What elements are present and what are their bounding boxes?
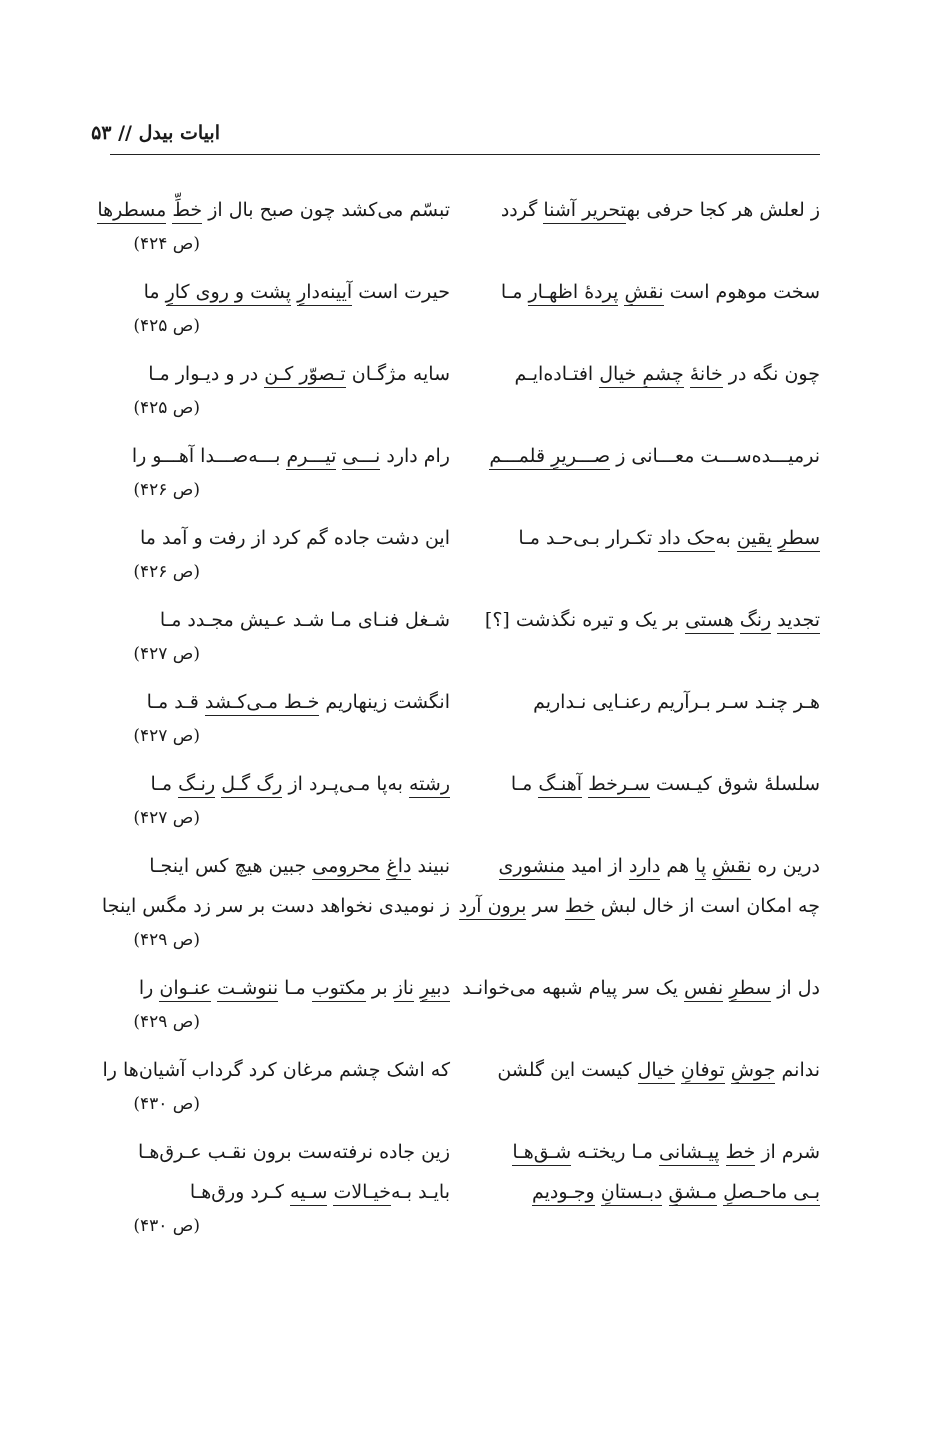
underlined-phrase: تحریر آشنا	[543, 199, 626, 224]
text-run: یک سر پیام شبهه می‌خوانـد	[462, 977, 685, 999]
underlined-phrase: خیـالات	[333, 1181, 391, 1206]
underlined-phrase: شـق‌هـا	[512, 1141, 571, 1166]
underlined-phrase: سطرِ	[729, 977, 771, 1002]
underlined-phrase: سـیه	[290, 1181, 327, 1206]
text-run: مـا ریختـه	[571, 1141, 660, 1163]
hemistich-first	[480, 1172, 820, 1212]
hemistich-second	[110, 968, 450, 1008]
text-run: بر	[365, 977, 394, 999]
hemistich-first	[480, 1132, 820, 1172]
stanza	[110, 1132, 820, 1244]
text-run: به‌	[715, 527, 737, 549]
page-reference: (ص ۴۲۷)	[133, 808, 200, 828]
text-run: قـد مـا	[146, 691, 205, 713]
text-run: چون نگه در	[722, 363, 820, 385]
hemistich-second	[101, 886, 450, 926]
underlined-phrase: صـــریرِ قلمـــم	[489, 445, 610, 470]
underlined-phrase: پشت و روی کارِ	[166, 281, 291, 306]
underlined-phrase: نقشِ	[712, 855, 751, 880]
verse-line	[110, 436, 820, 476]
page-reference: (ص ۴۲۷)	[133, 644, 200, 664]
page-reference: (ص ۴۳۰)	[133, 1216, 200, 1236]
hemistich-first	[480, 354, 820, 394]
underlined-phrase: تیـــرم	[286, 445, 336, 470]
hemistich-second	[110, 1132, 450, 1172]
underlined-phrase: خانهٔ	[690, 363, 723, 388]
verse-line	[110, 272, 820, 312]
underlined-phrase: دارد	[629, 855, 660, 880]
hemistich-second	[110, 682, 450, 722]
stanza	[101, 846, 820, 958]
text-run	[595, 1181, 601, 1203]
underlined-phrase: مکتوب	[312, 977, 366, 1002]
text-run	[725, 1059, 731, 1081]
underlined-phrase: توفانِ	[681, 1059, 725, 1084]
text-run	[662, 1181, 668, 1203]
underlined-phrase: وجـودیم	[532, 1181, 595, 1206]
hemistich-second	[102, 1050, 450, 1090]
text-run	[684, 363, 690, 385]
text-run: مـا	[278, 977, 312, 999]
page-reference: (ص ۴۲۹)	[133, 930, 200, 950]
text-run: کیست این گلشن	[497, 1059, 638, 1081]
stanza	[110, 272, 820, 344]
hemistich-second	[110, 518, 450, 558]
text-run: سخت موهوم است	[663, 281, 820, 303]
underlined-phrase: تـصوّر کـن	[264, 363, 345, 388]
stanza	[110, 354, 820, 426]
underlined-phrase: رنـگ	[178, 773, 215, 798]
text-run: بر یک و تیره نگذشت [؟]	[484, 609, 686, 631]
stanza	[97, 190, 820, 262]
text-run: در و دیـوار مـا	[148, 363, 265, 385]
verse-line	[101, 886, 820, 926]
text-run: افتـاده‌ایـم	[514, 363, 600, 385]
text-run: حیرت است	[352, 281, 450, 303]
page-reference: (ص ۴۲۷)	[133, 726, 200, 746]
text-run: را	[138, 977, 160, 999]
underlined-phrase: سطرِ	[778, 527, 820, 552]
hemistich-first	[480, 518, 820, 558]
underlined-phrase: دبـستانِ	[601, 1181, 663, 1206]
text-run: گردد	[500, 199, 544, 221]
underlined-phrase: خطِّ	[172, 199, 202, 224]
text-run: انگشت زینهاریم	[319, 691, 450, 713]
underlined-phrase: ننوشـت	[217, 977, 278, 1002]
text-run: ندانم	[775, 1059, 820, 1081]
hemistich-first	[480, 846, 820, 886]
verse-line	[110, 682, 820, 722]
stanza	[110, 518, 820, 590]
text-run: مـا	[150, 773, 179, 795]
text-run: تکـرار بـی‌حـد مـا	[518, 527, 659, 549]
verse-line	[110, 354, 820, 394]
text-run: شرم از	[755, 1141, 820, 1163]
hemistich-second	[110, 764, 450, 804]
underlined-phrase: منشوری	[499, 855, 566, 880]
underlined-phrase: ناز	[394, 977, 414, 1002]
text-run: دل از	[771, 977, 820, 999]
stanza	[110, 600, 820, 672]
page-reference: (ص ۴۲۵)	[133, 316, 200, 336]
verse-line	[110, 968, 820, 1008]
underlined-phrase: نقشِ	[624, 281, 663, 306]
text-run: نبیند	[411, 855, 450, 877]
text-run: درین ره	[751, 855, 820, 877]
hemistich-first	[480, 1050, 820, 1090]
underlined-phrase: خـط مـی‌کـشد	[205, 691, 320, 716]
text-run: جبین هیچ کس اینجـا	[149, 855, 313, 877]
underlined-phrase: نـــی	[342, 445, 380, 470]
verse-line	[110, 846, 820, 886]
verse-line	[97, 190, 820, 230]
text-run	[719, 1141, 725, 1163]
text-run: نرمیـــده‌ســـت معـــانی ز	[610, 445, 820, 467]
underlined-phrase: داغِ	[386, 855, 411, 880]
text-run	[675, 1059, 681, 1081]
hemistich-first	[480, 682, 820, 722]
text-run: ز لعلش هر کجا حرفی به	[626, 199, 820, 221]
verse-line	[110, 1132, 820, 1172]
text-run: مـا	[510, 773, 539, 795]
underlined-phrase: چشمِ خیال	[599, 363, 683, 388]
underlined-phrase: خیال	[638, 1059, 675, 1084]
text-run: تبسّم می‌کشد چون صبح بال از	[202, 199, 450, 221]
text-run: هـر چنـد سـر بـرآریم رعنـایی نـداریم	[533, 691, 820, 713]
underlined-phrase: خط	[565, 895, 595, 920]
verse-line	[110, 518, 820, 558]
hemistich-second	[97, 190, 450, 230]
text-run: سایه مژگـان	[345, 363, 450, 385]
hemistich-second	[110, 600, 450, 640]
text-run: ما	[143, 281, 166, 303]
text-run: رام دارد	[380, 445, 450, 467]
text-run: چه امکان است از خال لبش	[594, 895, 820, 917]
stanza	[110, 764, 820, 836]
underlined-phrase: برون آرد	[459, 895, 527, 920]
page-reference: (ص ۴۲۴)	[133, 234, 200, 254]
underlined-phrase: پردهٔ اظهـار	[528, 281, 618, 306]
text-run	[734, 609, 740, 631]
hemistich-second	[110, 354, 450, 394]
hemistich-first	[480, 764, 820, 804]
hemistich-first	[480, 600, 820, 640]
text-run: بـــه‌صـــدا آهـــو را	[131, 445, 287, 467]
page-reference: (ص ۴۲۶)	[133, 562, 200, 582]
stanza	[110, 436, 820, 508]
hemistich-first	[458, 886, 820, 926]
text-run: ز نومیدی نخواهد دست بر سر زد مگس اینجا	[101, 895, 450, 917]
stanza	[102, 1050, 820, 1122]
hemistich-second	[110, 1172, 450, 1212]
header-divider	[110, 154, 820, 155]
underlined-phrase: محرومی	[312, 855, 380, 880]
underlined-phrase: حک داد	[658, 527, 715, 552]
underlined-phrase: جوشِ	[731, 1059, 776, 1084]
stanza	[110, 682, 820, 754]
underlined-phrase: آهنـگ	[538, 773, 582, 798]
hemistich-first	[480, 436, 820, 476]
underlined-phrase: رنگ	[740, 609, 771, 634]
page-reference: (ص ۴۲۹)	[133, 1012, 200, 1032]
text-run: بایـد بـه‌	[391, 1181, 450, 1203]
underlined-phrase: عنـوان	[159, 977, 211, 1002]
underlined-phrase: پا	[695, 855, 706, 880]
underlined-phrase: مسطرها	[97, 199, 166, 224]
underlined-phrase: خط	[726, 1141, 756, 1166]
underlined-phrase: پیـشانی	[659, 1141, 719, 1166]
stanza	[110, 968, 820, 1040]
page-reference: (ص ۴۲۵)	[133, 398, 200, 418]
hemistich-second	[110, 272, 450, 312]
underlined-phrase: مـشقِ	[669, 1181, 718, 1206]
underlined-phrase: رشته	[409, 773, 450, 798]
page-reference: (ص ۴۳۰)	[133, 1094, 200, 1114]
page-reference: (ص ۴۲۶)	[133, 480, 200, 500]
underlined-phrase: یقین	[737, 527, 772, 552]
page-title: ابیات بیدل // ۵۳	[91, 122, 220, 144]
running-header	[91, 120, 820, 152]
underlined-phrase: هستی	[685, 609, 734, 634]
verse-line	[110, 600, 820, 640]
text-run: سلسلهٔ شوق کیـست	[649, 773, 820, 795]
underlined-phrase: نفس	[684, 977, 723, 1002]
hemistich-first	[480, 190, 820, 230]
underlined-phrase: رگ گـل	[221, 773, 282, 798]
hemistich-first	[462, 968, 820, 1008]
underlined-phrase: دبیرِ	[420, 977, 450, 1002]
text-run: به‌پا مـی‌پـرد از	[282, 773, 409, 795]
text-run: که اشک چشم مرغان کرد گرداب آشیان‌ها را	[102, 1059, 450, 1081]
verse-line	[110, 764, 820, 804]
text-run: سر	[526, 895, 565, 917]
text-run: کـرد ورق‌هـا	[189, 1181, 290, 1203]
hemistich-second	[110, 846, 450, 886]
text-run: این دشت جاده گم کرد از رفت و آمد ما	[140, 527, 450, 549]
text-run: مـا	[500, 281, 529, 303]
hemistich-second	[110, 436, 450, 476]
hemistich-first	[480, 272, 820, 312]
text-run: زین جاده نرفته‌ست برون نقـب عـرق‌هـا	[138, 1141, 450, 1163]
underlined-phrase: بـی ماحـصلِ	[723, 1181, 820, 1206]
underlined-phrase: آیینه‌دارِ	[297, 281, 352, 306]
text-run: هم	[660, 855, 696, 877]
underlined-phrase: تجدید	[777, 609, 820, 634]
text-run: از امید	[565, 855, 629, 877]
underlined-phrase: سـرخط	[588, 773, 650, 798]
verse-line	[110, 1172, 820, 1212]
verse-line	[102, 1050, 820, 1090]
text-run: شـغل فنـای مـا شـد عـیش مجـدد مـا	[159, 609, 450, 631]
